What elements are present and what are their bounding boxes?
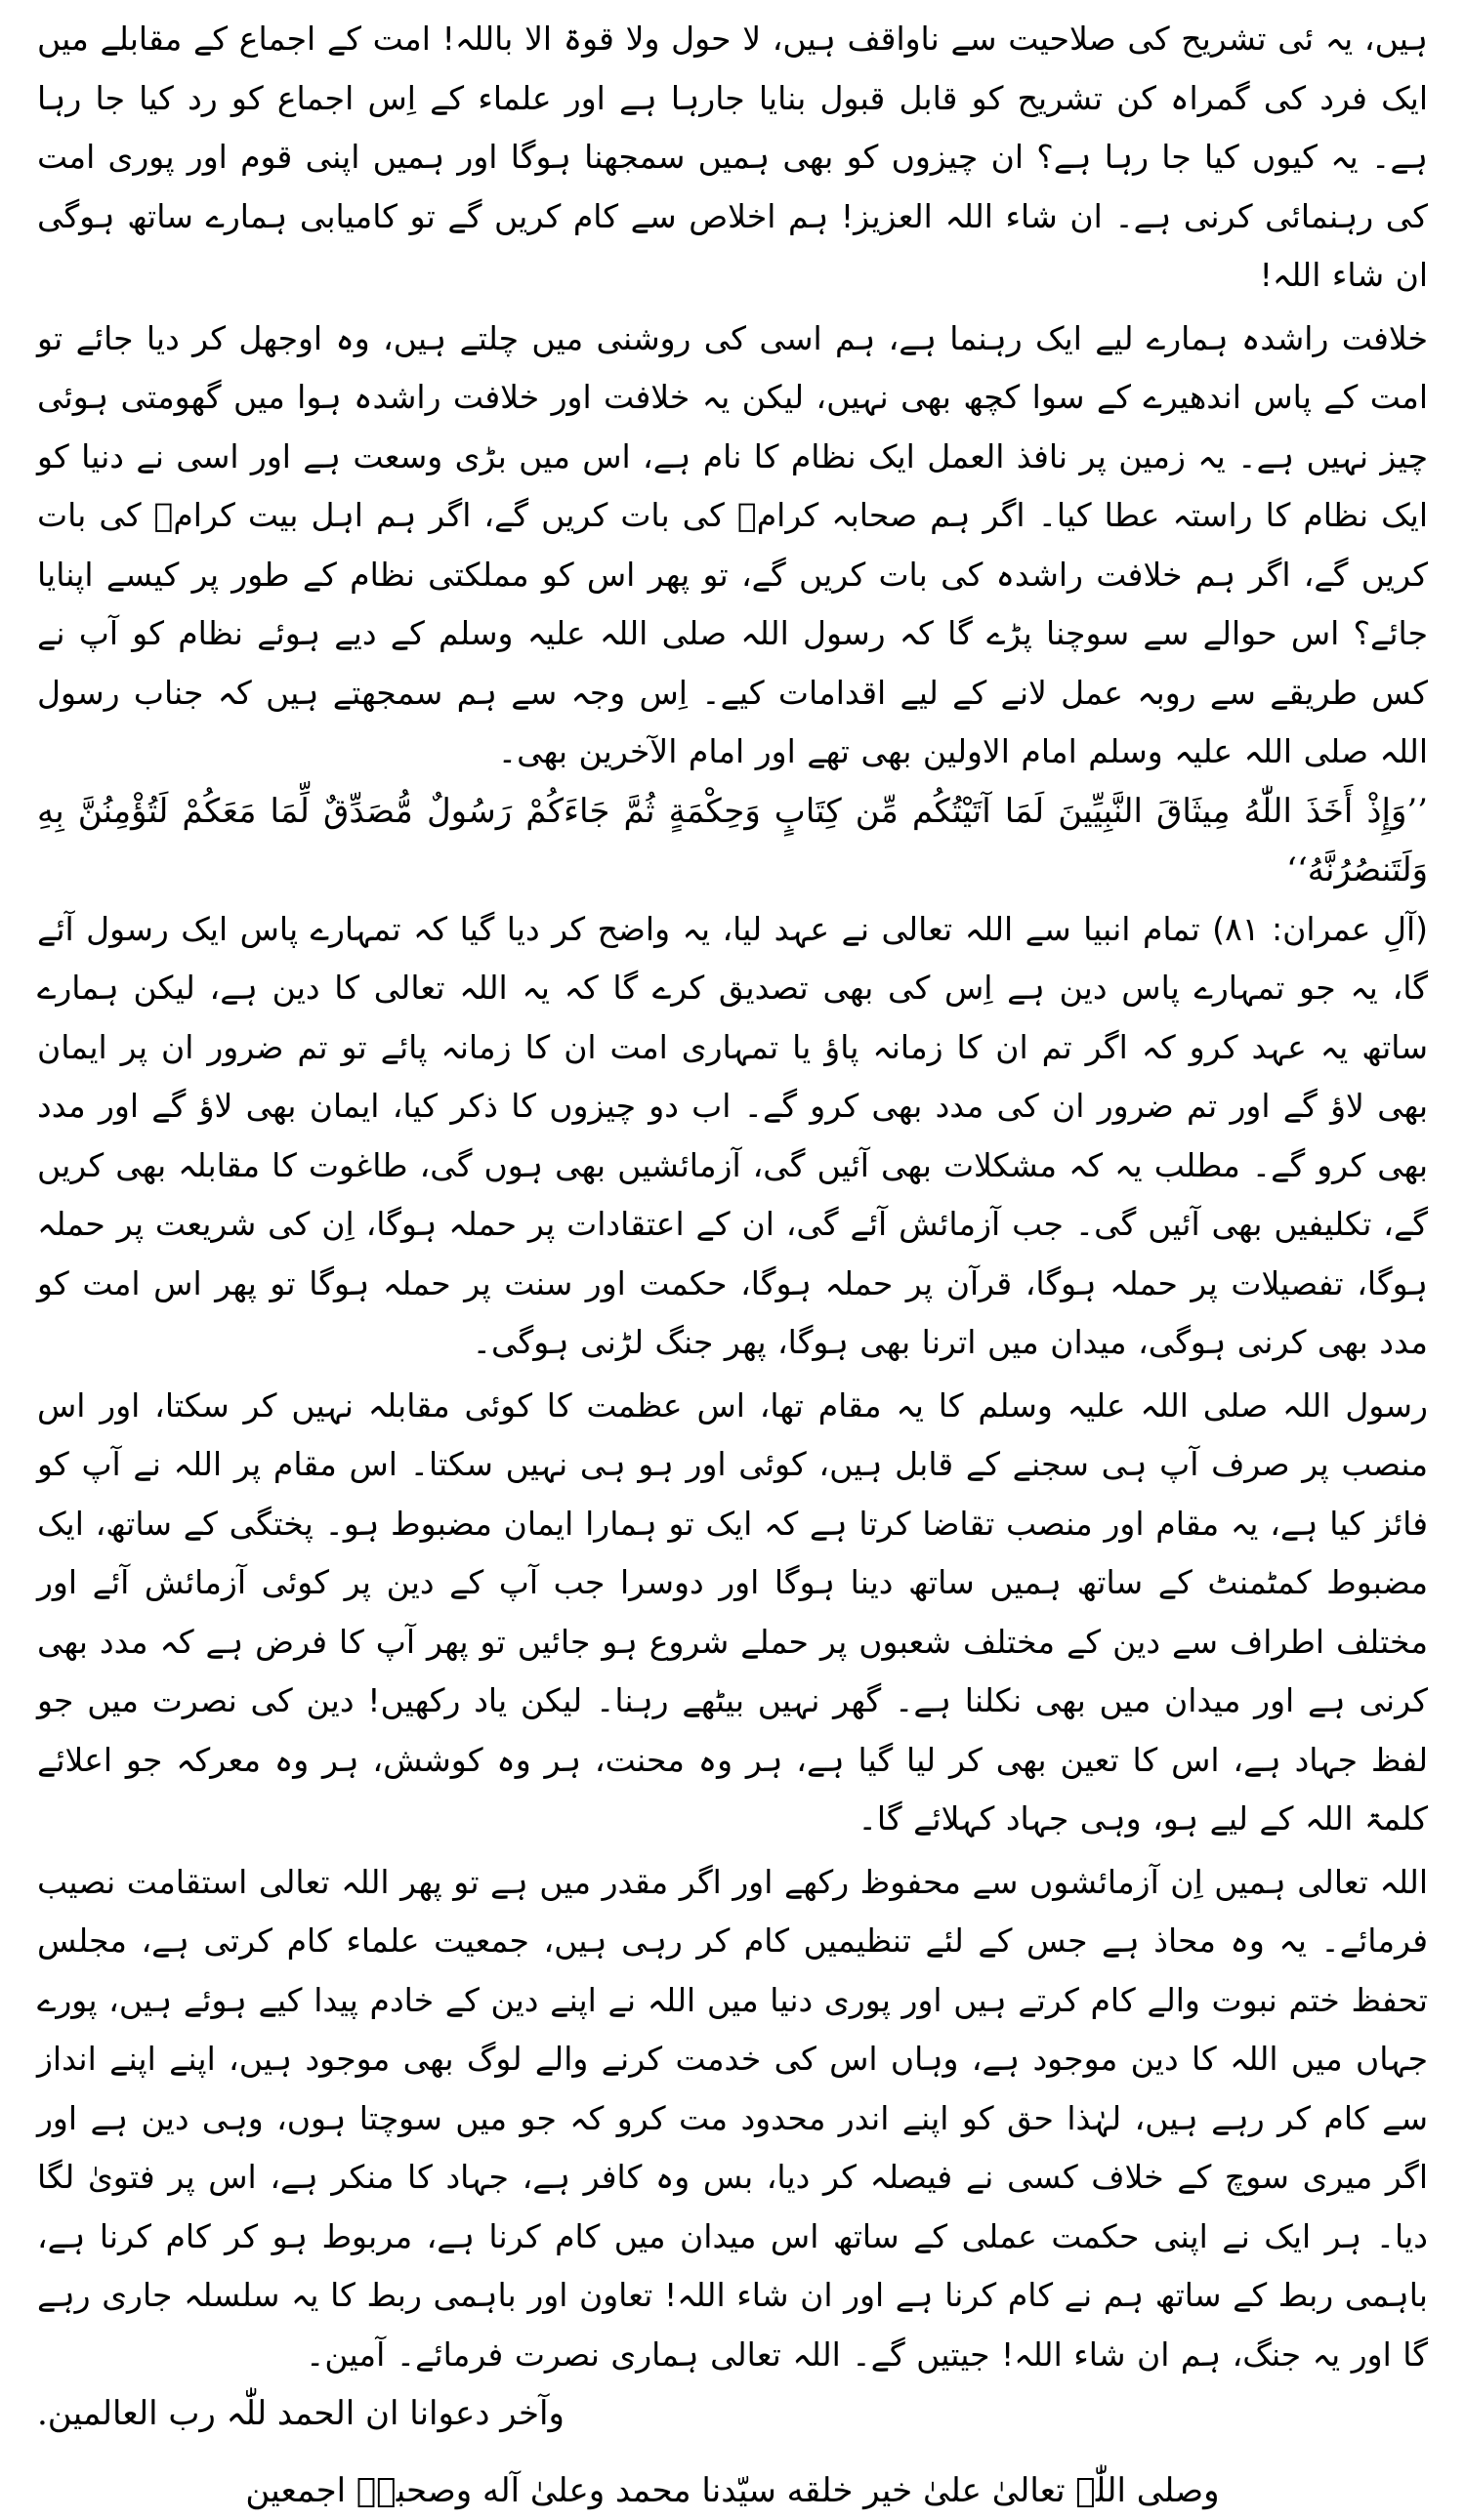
article-page	[37, 10, 1428, 2520]
quran-verse: ’’وَإِذْ أَخَذَ اللّٰهُ مِيثَاقَ النَّبِيِّينَ لَمَا آتَيْتُكُم مِّن كِتَابٍ وَحِكْمَةٍ ثُمَّ جَاءَكُمْ رَسُولٌ مُّصَدِّقٌ لِّمَا مَعَكُمْ لَتُؤْمِنُنَّ بِهِ وَلَتَنصُرُنَّهُ‘‘	[37, 791, 1428, 889]
closing-dua-line: وآخر دعوانا ان الحمد للّٰہ رب العالمین.	[37, 2394, 565, 2433]
paragraph-intro: ہیں، یہ ئی تشریح کی صلاحیت سے ناواقف ہیں، لا حول ولا قوۃ الا باللہ! امت کے اجماع کے مقابلے میں ایک فرد کی گمراہ کن تشریح کو قابل قبول بنایا جارہا ہے اور علماء کے اِس اجماع کو رد کیا جا رہا ہے۔ یہ کیوں کیا جا رہا ہے؟ ان چیزوں کو بھی ہمیں سمجھنا ہوگا اور ہمیں اپنی قوم اور پوری امت کی رہنمائی کرنی ہے۔ ان شاء اللہ العزیز! ہم اخلاص سے کام کریں گے تو کامیابی ہمارے ساتھ ہوگی ان شاء اللہ!	[37, 20, 1428, 294]
paragraph-dua: اللہ تعالی ہمیں اِن آزمائشوں سے محفوظ رکھے اور اگر مقدر میں ہے تو پھر اللہ تعالی استقامت نصیب فرمائے۔ یہ وہ محاذ ہے جس کے لئے تنظیمیں کام کر رہی ہیں، جمعیت علماء کام کرتی ہے، مجلس تحفظ ختم نبوت والے کام کرتے ہیں اور پوری دنیا میں اللہ نے اپنے دین کے خادم پیدا کیے ہوئے ہیں، پورے جہاں میں اللہ کا دین موجود ہے، وہاں اس کی خدمت کرنے والے لوگ بھی موجود ہیں، اپنے اپنے انداز سے کام کر رہے ہیں، لہٰذا حق کو اپنے اندر محدود مت کرو کہ جو میں سوچتا ہوں، وہی دین ہے اور اگر میری سوچ کے خلاف کسی نے فیصلہ کر دیا، بس وہ کافر ہے، جہاد کا منکر ہے، اس پر فتویٰ لگا دیا۔ ہر ایک نے اپنی حکمت عملی کے ساتھ اس میدان میں کام کرنا ہے، مربوط ہو کر کام کرنا ہے، باہمی ربط کے ساتھ ہم نے کام کرنا ہے اور ان شاء اللہ! تعاون اور باہمی ربط کا یہ سلسلہ جاری رہے گا اور یہ جنگ، ہم ان شاء اللہ! جیتیں گے۔ اللہ تعالی ہماری نصرت فرمائے۔ آمین۔	[37, 1862, 1428, 2374]
paragraph-khilafat: خلافت راشدہ ہمارے لیے ایک رہنما ہے، ہم اسی کی روشنی میں چلتے ہیں، وہ اوجھل کر دیا جائے تو امت کے پاس اندھیرے کے سوا کچھ بھی نہیں، لیکن یہ خلافت اور خلافت راشدہ ہوا میں گھومتی ہوئی چیز نہیں ہے۔ یہ زمین پر نافذ العمل ایک نظام کا نام ہے، اس میں بڑی وسعت ہے اور اسی نے دنیا کو ایک نظام کا راستہ عطا کیا۔ اگر ہم صحابہ کرامؓ کی بات کریں گے، اگر ہم اہل بیت کرامؓ کی بات کریں گے، اگر ہم خلافت راشدہ کی بات کریں گے، تو پھر اس کو مملکتی نظام کے طور پر کیسے اپنایا جائے؟ اس حوالے سے سوچنا پڑے گا کہ رسول اللہ صلی اللہ علیہ وسلم کے دیے ہوئے نظام کو آپ نے کس طریقے سے روبہ عمل لانے کے لیے اقدامات کیے۔ اِس وجہ سے ہم سمجھتے ہیں کہ جناب رسول اللہ صلی اللہ علیہ وسلم امام الاولین بھی تھے اور امام الآخرین بھی۔	[37, 318, 1428, 770]
closing-salutation: وصلی اللّٰہ تعالیٰ علیٰ خیر خلقه سیّدنا محمد وعلیٰ آله وصحبهٖ اجمعین	[245, 2470, 1220, 2510]
paragraph-maqam: رسول اللہ صلی اللہ علیہ وسلم کا یہ مقام تھا، اس عظمت کا کوئی مقابلہ نہیں کر سکتا، اور اس منصب پر صرف آپ ہی سجنے کے قابل ہیں، کوئی اور ہو ہی نہیں سکتا۔ اس مقام پر اللہ نے آپ کو فائز کیا ہے، یہ مقام اور منصب تقاضا کرتا ہے کہ ایک تو ہمارا ایمان مضبوط ہو۔ پختگی کے ساتھ، ایک مضبوط کمٹمنٹ کے ساتھ ہمیں ساتھ دینا ہوگا اور دوسرا جب آپ کے دین پر کوئی آزمائش آئے اور مختلف اطراف سے دین کے مختلف شعبوں پر حملے شروع ہو جائیں تو پھر آپ کا فرض ہے کہ مدد بھی کرنی ہے اور میدان میں بھی نکلنا ہے۔ گھر نہیں بیٹھے رہنا۔ لیکن یاد رکھیں! دین کی نصرت میں جو لفظ جہاد ہے، اس کا تعین بھی کر لیا گیا ہے، ہر وہ محنت، ہر وہ کوشش، ہر وہ معرکہ جو اعلائے کلمۃ اللہ کے لیے ہو، وہی جہاد کہلائے گا۔	[37, 1385, 1428, 1838]
paragraph-covenant: (آلِ عمران: ۸۱) تمام انبیا سے اللہ تعالی نے عہد لیا، یہ واضح کر دیا گیا کہ تمہارے پاس ایک رسول آئے گا، یہ جو تمہارے پاس دین ہے اِس کی بھی تصدیق کرے گا کہ یہ اللہ تعالی کا دین ہے، لیکن ہمارے ساتھ یہ عہد کرو کہ اگر تم ان کا زمانہ پاؤ یا تمہاری امت ان کا زمانہ پائے تو تم ضرور ان پر ایمان بھی لاؤ گے اور تم ضرور ان کی مدد بھی کرو گے۔ اب دو چیزوں کا ذکر کیا، ایمان بھی لاؤ گے اور مدد بھی کرو گے۔ مطلب یہ کہ مشکلات بھی آئیں گی، آزمائشیں بھی ہوں گی، طاغوت کا مقابلہ بھی کریں گے، تکلیفیں بھی آئیں گی۔ جب آزمائش آئے گی، ان کے اعتقادات پر حملہ ہوگا، اِن کی شریعت پر حملہ ہوگا، تفصیلات پر حملہ ہوگا، قرآن پر حملہ ہوگا، حکمت اور سنت پر حملہ ہوگا تو پھر اس امت کو مدد بھی کرنی ہوگی، میدان میں اترنا بھی ہوگا، پھر جنگ لڑنی ہوگی۔	[37, 909, 1428, 1361]
